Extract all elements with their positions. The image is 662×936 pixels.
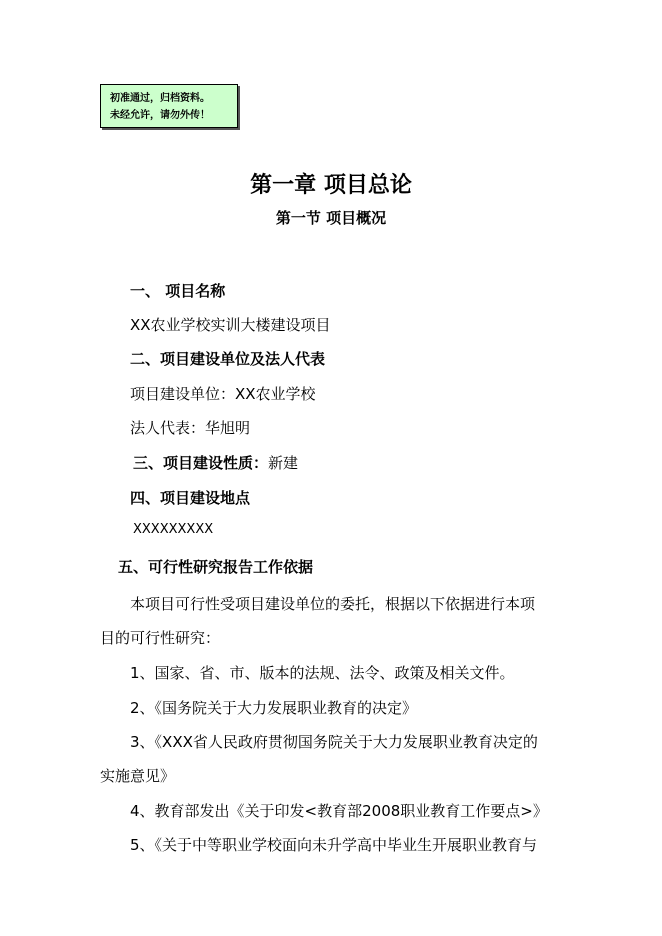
basis-item-3: 3、《XXX省人民政府贯彻国务院关于大力发展职业教育决定的 <box>130 733 538 751</box>
basis-intro-line-2: 目的可行性研究： <box>100 629 221 647</box>
legal-representative: 法人代表：华旭明 <box>130 419 251 437</box>
basis-item-3-cont: 实施意见》 <box>100 767 176 785</box>
construction-location-value: XXXXXXXXX <box>133 522 214 537</box>
approval-stamp <box>100 84 238 128</box>
basis-item-5: 5、《关于中等职业学校面向未升学高中毕业生开展职业教育与 <box>130 836 538 854</box>
heading-project-name: 一、 项目名称 <box>130 282 226 300</box>
basis-item-2: 2、《国务院关于大力发展职业教育的决定》 <box>130 699 418 717</box>
heading-construction-nature: 三、项目建设性质： <box>133 454 269 472</box>
chapter-title: 第一章 项目总论 <box>250 172 412 198</box>
construction-nature-line <box>133 452 298 473</box>
construction-unit-value: 项目建设单位：XX农业学校 <box>130 385 316 403</box>
stamp-line-1: 初准通过，归档资料。 <box>110 93 210 104</box>
heading-construction-location: 四、项目建设地点 <box>130 489 251 507</box>
heading-feasibility-basis: 五、可行性研究报告工作依据 <box>118 558 314 576</box>
construction-nature-value: 新建 <box>268 454 299 472</box>
project-name-value: XX农业学校实训大楼建设项目 <box>130 316 331 334</box>
heading-construction-unit: 二、项目建设单位及法人代表 <box>130 350 326 368</box>
basis-intro-line-1: 本项目可行性受项目建设单位的委托，根据以下依据进行本项 <box>130 595 536 613</box>
stamp-line-2: 未经允许，请勿外传！ <box>110 110 210 121</box>
basis-item-4: 4、教育部发出《关于印发<教育部2008职业教育工作要点>》 <box>130 802 548 820</box>
basis-item-1: 1、国家、省、市、版本的法规、法令、政策及相关文件。 <box>130 664 515 682</box>
section-title: 第一节 项目概况 <box>275 209 387 227</box>
